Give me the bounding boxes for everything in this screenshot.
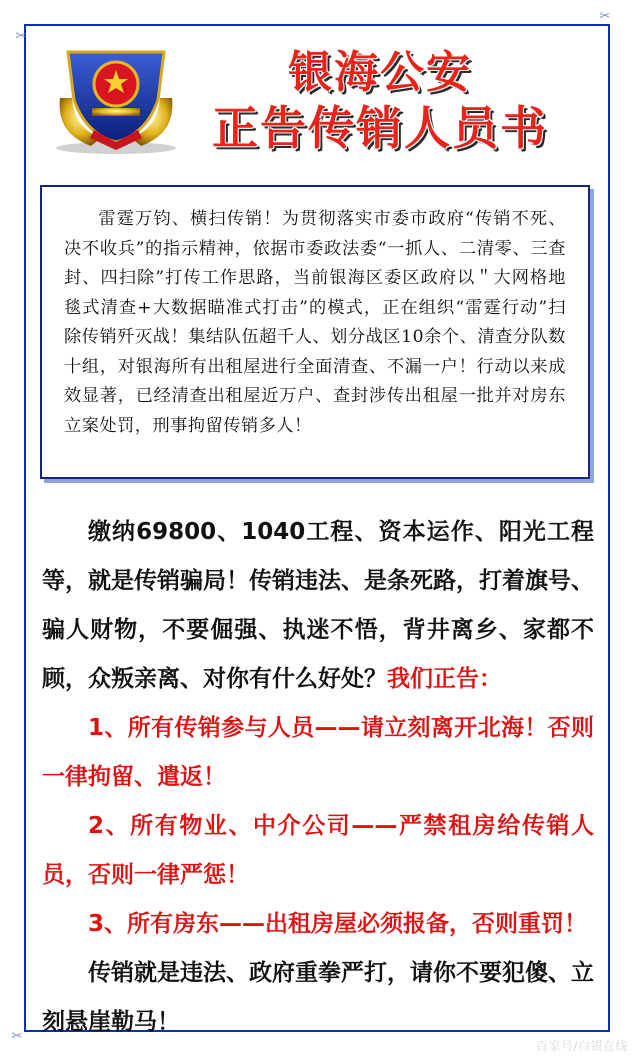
notice-box xyxy=(40,185,590,479)
title-line-2: 正告传销人员书 xyxy=(212,101,548,155)
corner-scissors-icon: ✂ xyxy=(11,1029,23,1044)
warning-2: 2、所有物业、中介公司——严禁租房给传销人员，否则一律严惩！ xyxy=(42,813,594,888)
closing-paragraph: 传销就是违法、政府重拳严打，请你不要犯傻、立刻悬崖勒马！ xyxy=(42,960,594,1035)
warning-3: 3、所有房东——出租房屋必须报备，否则重罚！ xyxy=(88,911,588,937)
title-line-1: 银海公安 xyxy=(288,47,472,98)
intro-paragraph xyxy=(42,508,594,704)
intro-warning-lead: 我们正告： xyxy=(387,666,502,692)
warning-1: 1、所有传销参与人员——请立刻离开北海！否则一律拘留、遣返！ xyxy=(42,715,594,790)
watermark: 百家号/白银在线 xyxy=(535,1039,628,1053)
main-content xyxy=(42,508,594,1047)
notice-text: 雷霆万钧、横扫传销！为贯彻落实市委市政府“传销不死、决不收兵”的指示精神，依据市委政法委“一抓人、二清零、三查封、四扫除”打传工作思路，当前银海区委区政府以＂大网格地毯式清查+大数据瞄准式打击”的模式，正在组织“雷霆行动”扫除传销歼灭战！集结队伍超千人、划分战区10余个、清查分队数十组，对银海所有出租屋进行全面清查、不漏一户！行动以来成效显著，已经清查出租屋近万户、查封涉传出租屋一批并对房东立案处罚，刑事拘留传销多人！ xyxy=(64,209,566,436)
corner-scissors-icon: ✂ xyxy=(599,9,611,24)
corner-scissors-icon: ✂ xyxy=(15,29,27,44)
police-emblem-icon xyxy=(46,38,186,156)
intro-text: 缴纳69800、1040工程、资本运作、阳光工程等，就是传销骗局！传销违法、是条死路，打着旗号、骗人财物，不要倔强、执迷不悟，背井离乡、家都不顾，众叛亲离、对你有什么好处？ xyxy=(42,519,594,692)
